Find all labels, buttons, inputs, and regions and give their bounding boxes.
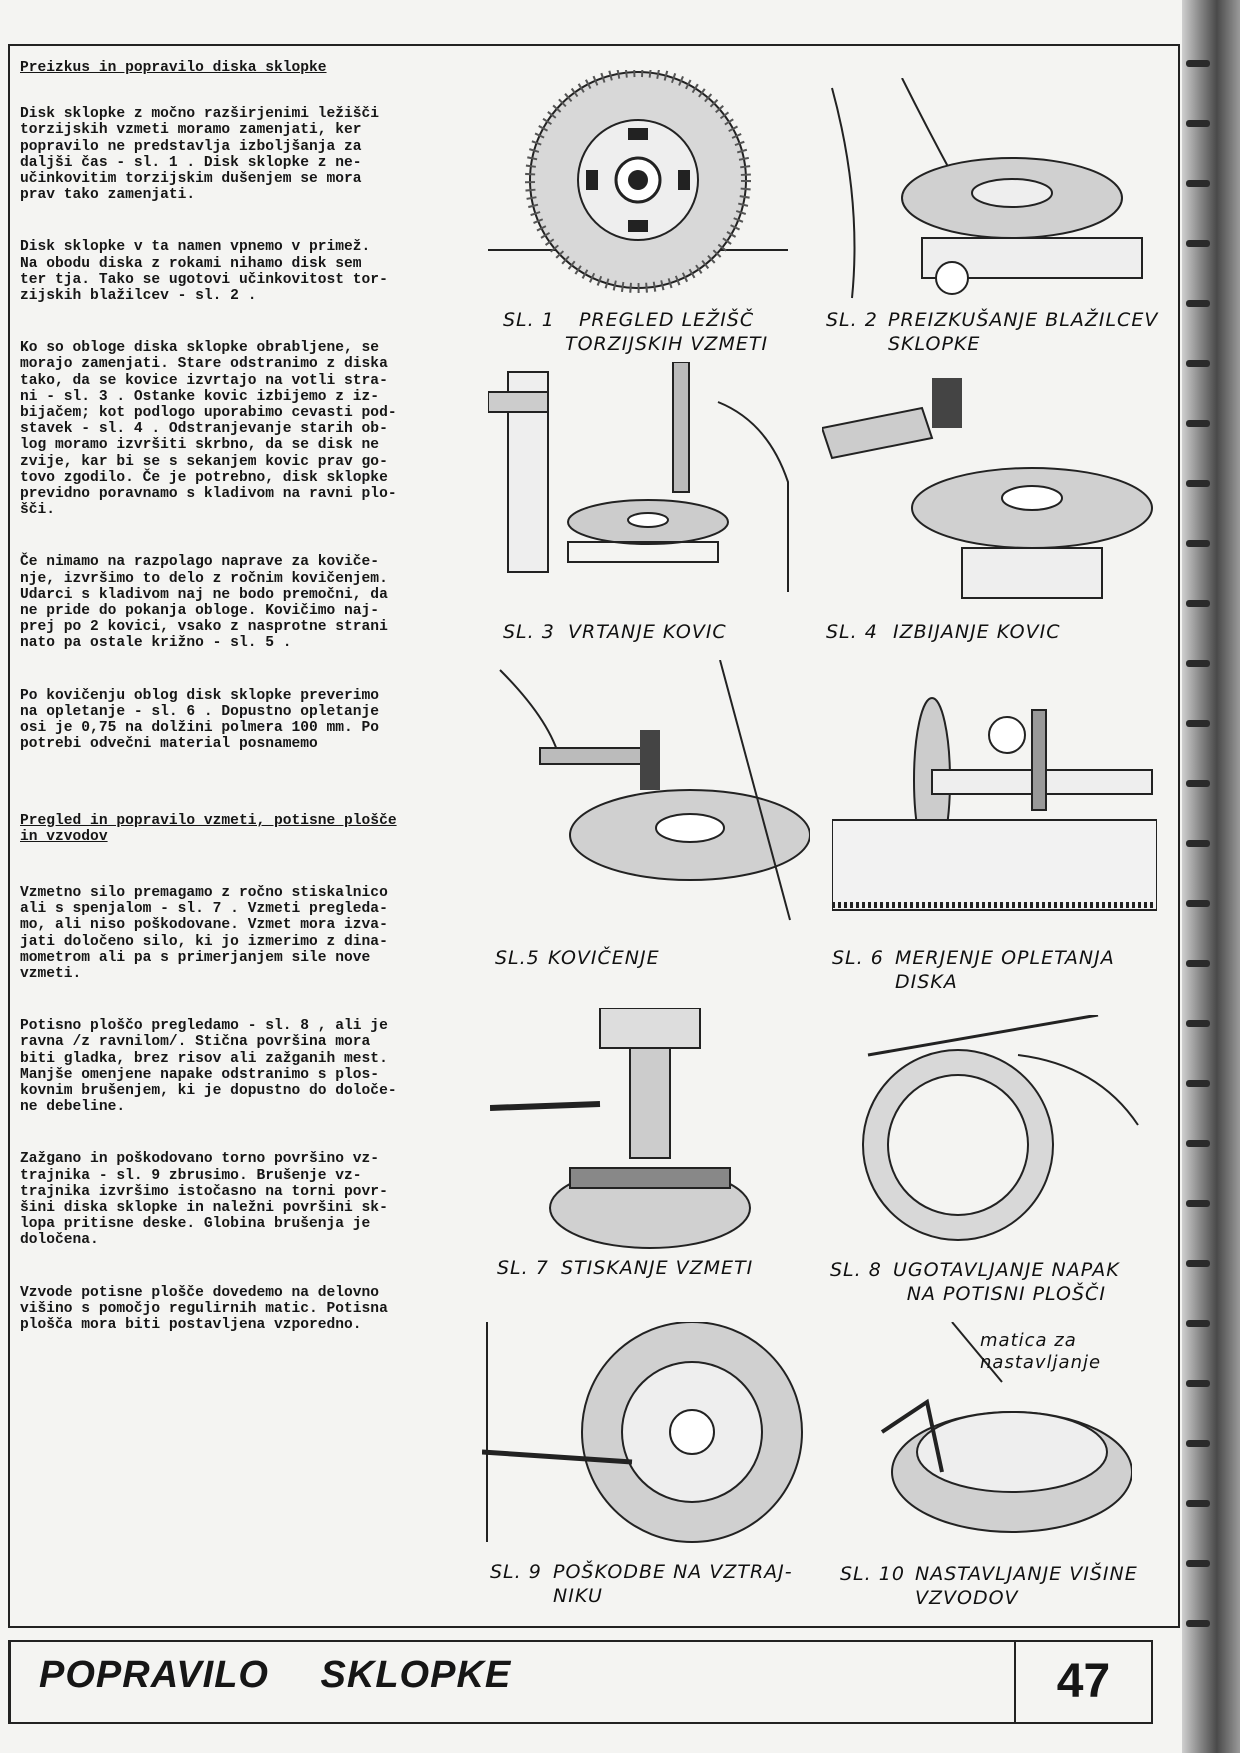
paragraph: Po kovičenju oblog disk sklopke preverimo na opletanje - sl. 6 . Dopustno opletanje osi je 0,75 na dolžini polmera 100 mm. Po potrebi odvečni material posnamemo	[20, 687, 380, 753]
figure-10-label: matica za nastavljanje	[980, 1330, 1102, 1373]
figure-4-caption: IZBIJANJE KOVIC	[893, 621, 1061, 643]
figure-5-illustration	[490, 660, 810, 930]
paragraph: Ko so obloge diska sklopke obrabljene, se morajo zamenjati. Stare odstranimo z diska tako, da se kovice izvrtajo na votli stra- ni - sl. 3 . Ostanke kovic izbijemo z iz- bijačem; kot podlogo uporabimo cevasti pod- stavek - sl. 4 . Odstranjevanje starih ob- log moramo izvršiti skrbno, da se disk ne zvije, kar bi se s sekanjem kovic prav go- tovo zgodilo. Če je potrebno, disk sklopke previdno poravnamo s kladivom na ravni plo- šči.	[20, 340, 397, 519]
figure-6-illustration	[832, 690, 1157, 930]
page-number: 47	[1014, 1642, 1151, 1722]
figure-4-illustration	[822, 368, 1162, 608]
figure-8-caption: UGOTAVLJANJE NAPAK NA POTISNI PLOŠČI	[893, 1259, 1120, 1305]
figure-3-illustration	[488, 362, 808, 602]
figure-9-illustration	[482, 1322, 812, 1552]
figure-7-caption: STISKANJE VZMETI	[561, 1257, 754, 1279]
paragraph: Če nimamo na razpolago naprave za koviče- nje, izvršimo to delo z ročnim kovičenjem. Udarci s kladivom naj ne bodo premočni, da ne pride do pokanja obloge. Kovičimo naj- prej po 2 kovici, vsako z nasprotne strani nato pa ostale križno - sl. 5 .	[20, 554, 388, 652]
paragraph: Vzmetno silo premagamo z ročno stiskalnico ali s spenjalom - sl. 7 . Vzmeti pregleda- mo, ali niso poškodovane. Vzmet mora izva- jati določeno silo, ki jo izmerimo z dina- mometrom ali pa s primerjanjem sile nove vzmeti.	[20, 884, 388, 982]
page-footer	[8, 1640, 1153, 1724]
figure-6-caption: MERJENJE OPLETANJA DISKA	[895, 947, 1115, 993]
figure-8-number: SL. 8	[830, 1259, 882, 1281]
paragraph: Vzvode potisne plošče dovedemo na delovno višino s pomočjo regulirnih matic. Potisna plošča mora biti postavljena vzporedno.	[20, 1284, 388, 1333]
figure-9-caption: POŠKODBE NA VZTRAJ- NIKU	[553, 1561, 793, 1607]
figure-2-caption: PREIZKUŠANJE BLAŽILCEV SKLOPKE	[888, 309, 1159, 355]
section-heading-disk: Preizkus in popravilo diska sklopke	[20, 60, 327, 76]
paragraph: Disk sklopke z močno razširjenimi ležišči torzijskih vzmeti moramo zamenjati, ker popravilo ne predstavlja izboljšanja za daljši čas - sl. 1 . Disk sklopke z ne- učinkovitim torzijskim dušenjem se mora prav tako zamenjati.	[20, 106, 380, 204]
figure-5-number: SL.5	[495, 947, 540, 969]
section-heading-springs: Pregled in popravilo vzmeti, potisne plošče in vzvodov	[20, 812, 397, 845]
figure-10-number: SL. 10	[840, 1563, 905, 1585]
figure-9-number: SL. 9	[490, 1561, 542, 1583]
figure-2-illustration	[822, 78, 1147, 308]
paragraph: Zažgano in poškodovano torno površino vz- trajnika - sl. 9 zbrusimo. Brušenje vz- trajnika izvršimo istočasno na torni povr- šini diska sklopke in naležni površini sk- lopa pritisne deske. Globina brušenja je določena.	[20, 1151, 388, 1249]
figure-3-caption: VRTANJE KOVIC	[568, 621, 727, 643]
figure-10-caption: NASTAVLJANJE VIŠINE VZVODOV	[915, 1563, 1138, 1609]
figure-1-illustration	[488, 70, 788, 310]
figure-7-number: SL. 7	[497, 1257, 549, 1279]
paragraph: Disk sklopke v ta namen vpnemo v primež. Na obodu diska z rokami nihamo disk sem ter tja. Tako se ugotovi učinkovitost tor- zijskih blažilcev - sl. 2 .	[20, 239, 388, 305]
paragraph: Potisno ploščo pregledamo - sl. 8 , ali je ravna /z ravnilom/. Stična površina mora biti gladka, brez risov ali zažganih mest. Manjše omenjene napake odstranimo s plos- kovnim brušenjem, ki je dopustno do določe- ne debeline.	[20, 1018, 397, 1116]
figure-8-illustration	[838, 1015, 1148, 1245]
spiral-binding	[1182, 0, 1240, 1753]
figure-2-number: SL. 2	[826, 309, 878, 331]
figure-1-caption: PREGLED LEŽIŠČ TORZIJSKIH VZMETI	[565, 309, 769, 355]
figure-3-number: SL. 3	[503, 621, 555, 643]
figure-7-illustration	[490, 1008, 790, 1258]
figure-5-caption: KOVIČENJE	[548, 947, 660, 969]
figure-1-number: SL. 1	[503, 309, 555, 331]
figure-4-number: SL. 4	[826, 621, 878, 643]
footer-title: POPRAVILO SKLOPKE	[39, 1654, 512, 1696]
text-column	[20, 60, 482, 1333]
figure-6-number: SL. 6	[832, 947, 884, 969]
